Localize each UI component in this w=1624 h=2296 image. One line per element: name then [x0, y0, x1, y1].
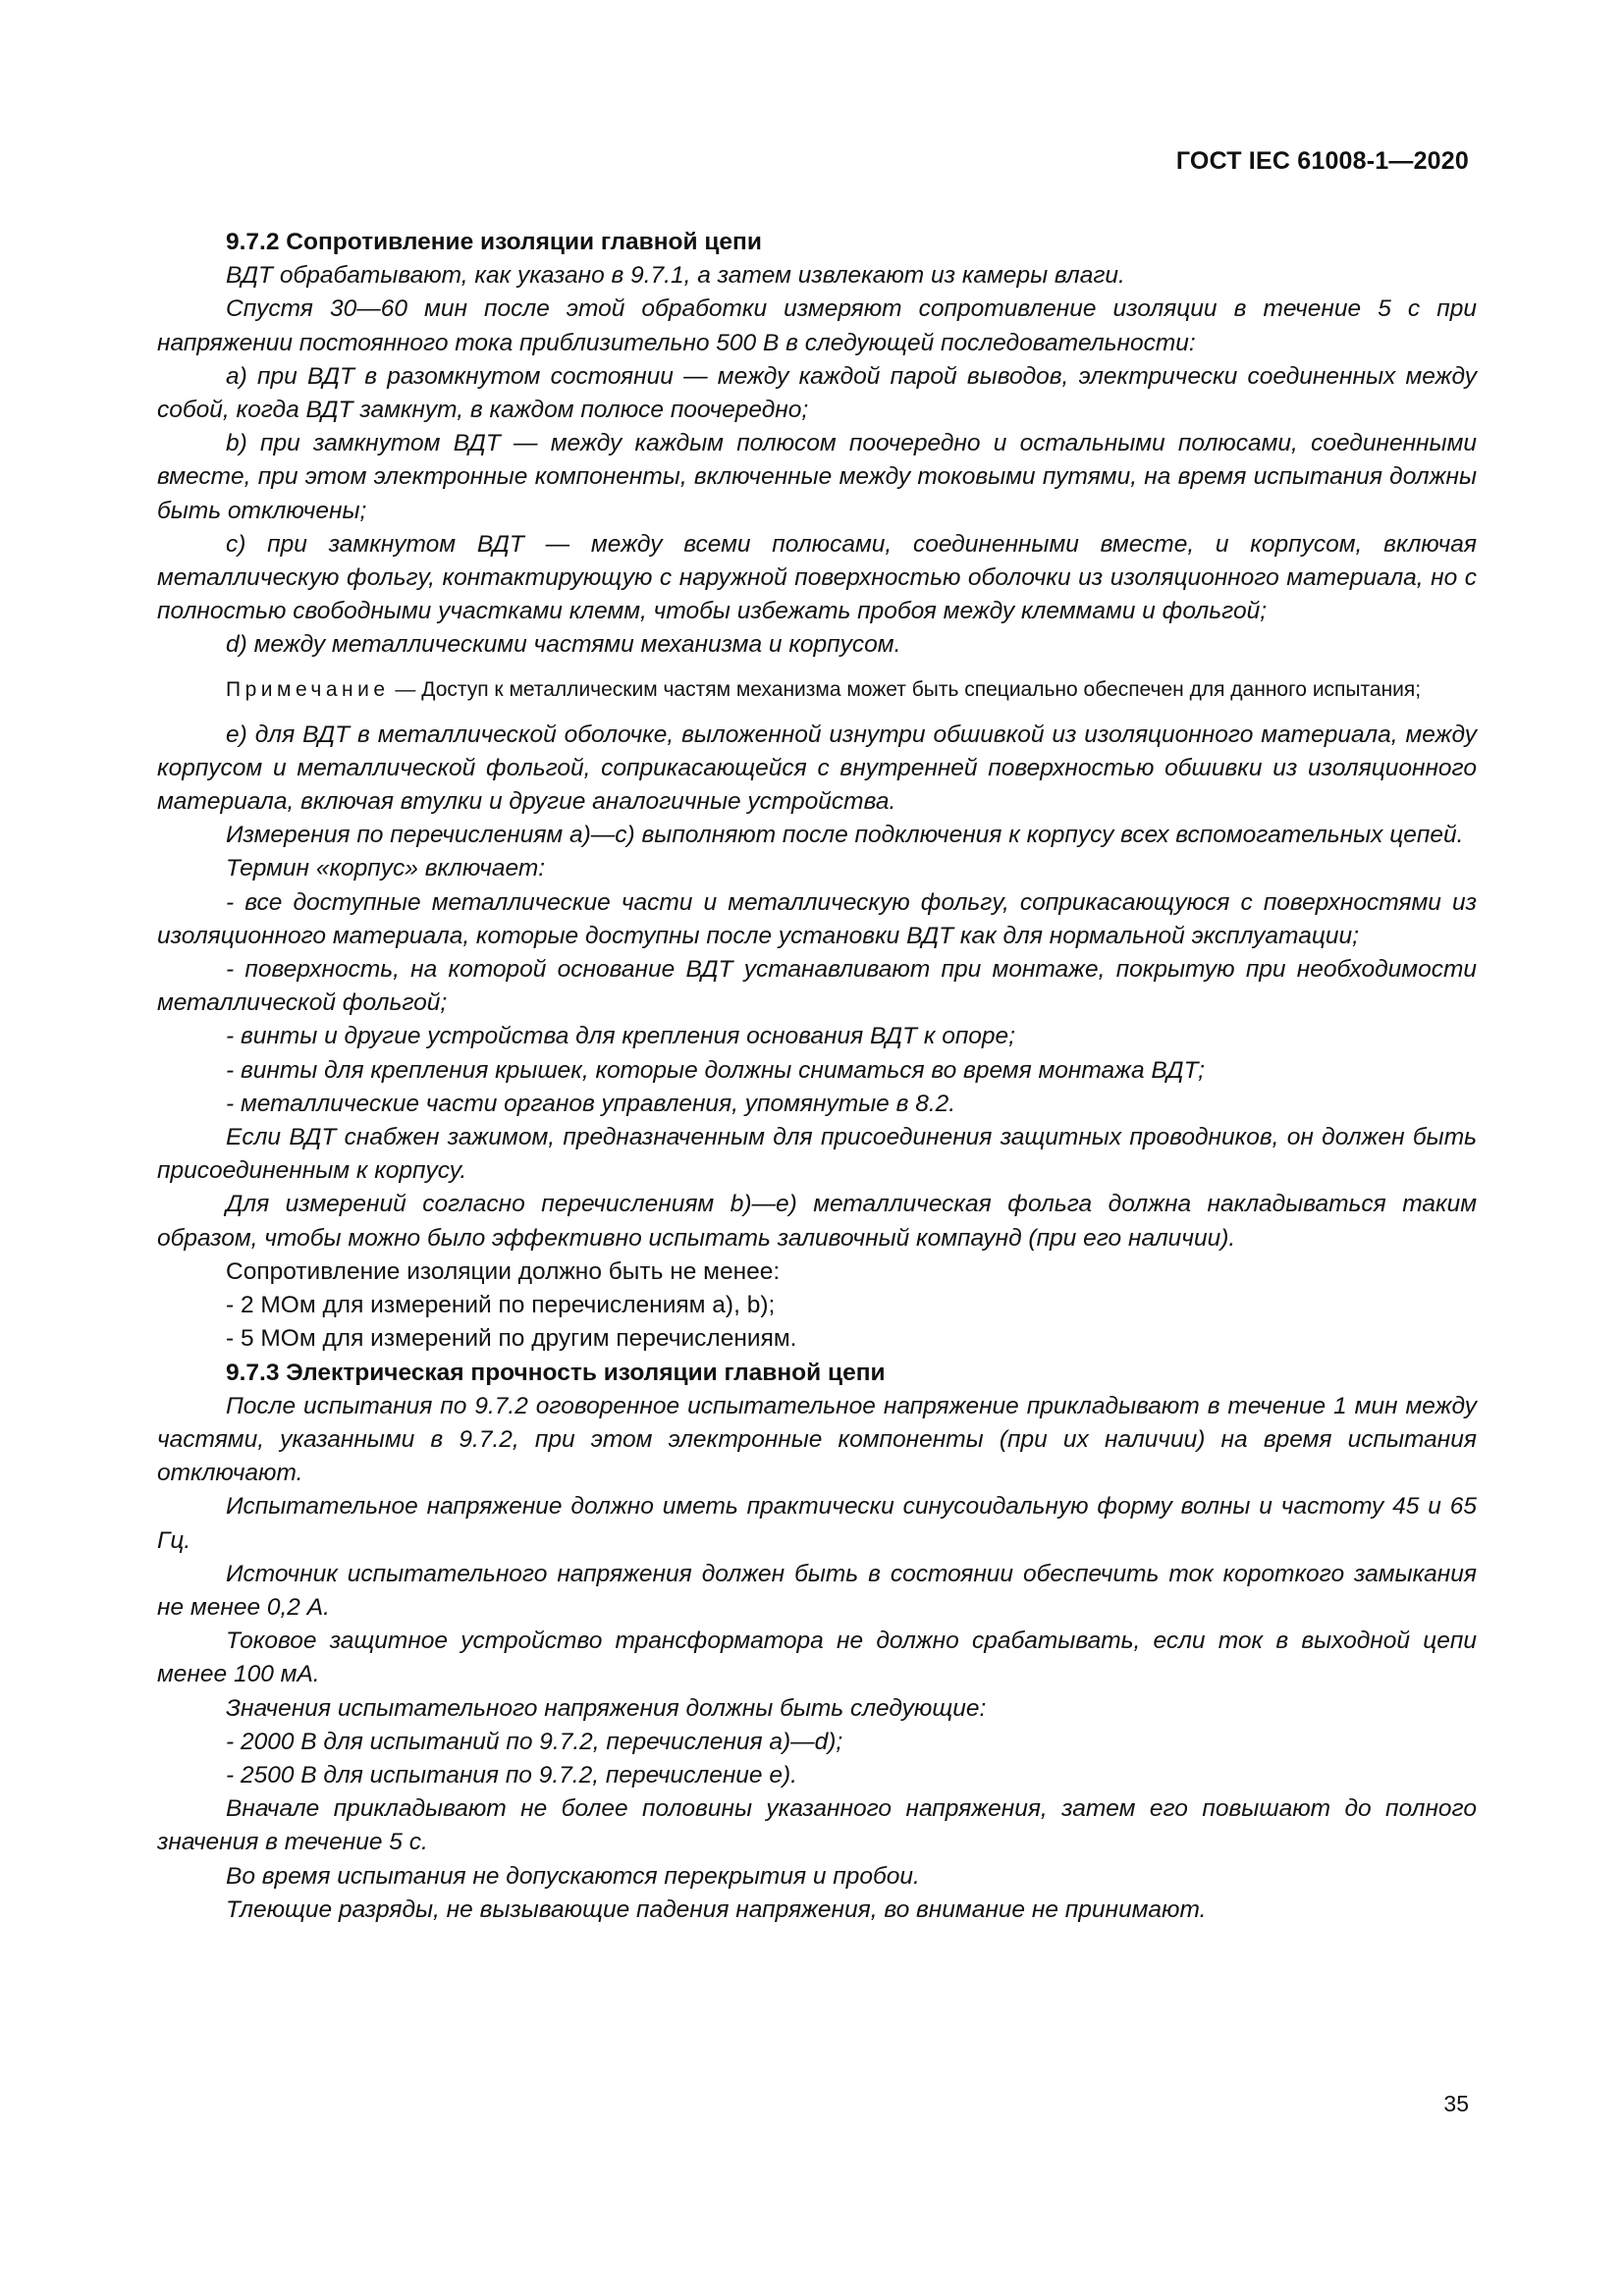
dash-item: - 2000 В для испытаний по 9.7.2, перечисления а)—d);	[226, 1728, 843, 1755]
paragraph: Спустя 30—60 мин после этой обработки измеряют сопротивление изоляции в течение 5 с при напряжении постоянного тока приблизительно 500 В в следующей последовательности:	[157, 295, 1477, 356]
paragraph: Измерения по перечислениям a)—c) выполняют после подключения к корпусу всех вспомогательных цепей.	[226, 822, 1464, 849]
page-number: 35	[1443, 2091, 1469, 2116]
paragraph: Испытательное напряжение должно иметь практически синусоидальную форму волны и частоту 45 и 65 Гц.	[157, 1493, 1477, 1554]
paragraph: Значения испытательного напряжения должны быть следующие:	[226, 1694, 987, 1722]
dash-item: - поверхность, на которой основание ВДТ устанавливают при монтаже, покрытую при необходимости металлической фольгой;	[157, 956, 1477, 1017]
list-item-b: b) при замкнутом ВДТ — между каждым полюсом поочередно и остальными полюсами, соединенными вместе, при этом электронные компоненты, включенные между токовыми путями, на время испытания должны быть отключены;	[157, 430, 1477, 524]
paragraph: Источник испытательного напряжения должен быть в состоянии обеспечить ток короткого замыкания не менее 0,2 А.	[157, 1560, 1477, 1621]
dash-item: - винты и другие устройства для крепления основания ВДТ к опоре;	[226, 1023, 1015, 1050]
note-text: — Доступ к металлическим частям механизма может быть специально обеспечен для данного испытания;	[389, 677, 1422, 701]
standard-designation: ГОСТ IEC 61008-1—2020	[1175, 147, 1469, 175]
list-item-a: a) при ВДТ в разомкнутом состоянии — между каждой парой выводов, электрически соединенных между собой, когда ВДТ замкнут, в каждом полюсе поочередно;	[157, 362, 1477, 424]
paragraph: Токовое защитное устройство трансформатора не должно срабатывать, если ток в выходной цепи менее 100 мА.	[157, 1628, 1477, 1688]
dash-item: - все доступные металлические части и металлическую фольгу, соприкасающуюся с поверхностями из изоляционного материала, которые доступны после установки ВДТ как для нормальной эксплуатации;	[157, 888, 1477, 949]
dash-item: - винты для крепления крышек, которые должны сниматься во время монтажа ВДТ;	[226, 1056, 1205, 1084]
dash-item: - 5 МОм для измерений по другим перечислениям.	[226, 1325, 797, 1353]
paragraph: Для измерений согласно перечислениям b)—e) металлическая фольга должна накладываться таким образом, чтобы можно было эффективно испытать заливочный компаунд (при его наличии).	[157, 1191, 1477, 1252]
paragraph: Во время испытания не допускаются перекрытия и пробои.	[226, 1862, 920, 1890]
list-item-c: c) при замкнутом ВДТ — между всеми полюсами, соединенными вместе, и корпусом, включая металлическую фольгу, контактирующую с наружной поверхностью оболочки из изоляционного материала, но с полностью свободными участками клемм, чтобы избежать пробоя между клеммами и фольгой;	[157, 530, 1477, 625]
dash-item: - 2500 В для испытания по 9.7.2, перечисление е).	[226, 1761, 797, 1789]
paragraph: После испытания по 9.7.2 оговоренное испытательное напряжение прикладывают в течение 1 мин между частями, указанными в 9.7.2, при этом электронные компоненты (при их наличии) на время испытания отключают.	[157, 1392, 1477, 1487]
paragraph: Сопротивление изоляции должно быть не менее:	[226, 1257, 781, 1285]
paragraph: Вначале прикладывают не более половины указанного напряжения, затем его повышают до полного значения в течение 5 с.	[157, 1795, 1477, 1856]
list-item-e: e) для ВДТ в металлической оболочке, выложенной изнутри обшивкой из изоляционного материала, между корпусом и металлической фольгой, соприкасающейся с внутренней поверхностью обшивки из изоляционного материала, включая втулки и другие аналогичные устройства.	[157, 721, 1477, 816]
paragraph: Если ВДТ снабжен зажимом, предназначенным для присоединения защитных проводников, он должен быть присоединенным к корпусу.	[157, 1124, 1477, 1185]
section-heading-9-7-3: 9.7.3 Электрическая прочность изоляции главной цепи	[226, 1359, 886, 1386]
page-content	[157, 226, 1477, 1927]
paragraph: Тлеющие разряды, не вызывающие падения напряжения, во внимание не принимают.	[226, 1896, 1207, 1923]
paragraph: ВДТ обрабатывают, как указано в 9.7.1, а затем извлекают из камеры влаги.	[226, 262, 1125, 290]
dash-item: - 2 МОм для измерений по перечислениям а), b);	[226, 1292, 776, 1319]
paragraph: Термин «корпус» включает:	[226, 855, 546, 882]
section-heading-9-7-2: 9.7.2 Сопротивление изоляции главной цепи	[226, 229, 762, 255]
dash-item: - металлические части органов управления, упомянутые в 8.2.	[226, 1090, 956, 1117]
list-item-d: d) между металлическими частями механизма и корпусом.	[226, 631, 901, 659]
note	[157, 674, 1477, 705]
note-label: Примечание	[226, 677, 390, 701]
